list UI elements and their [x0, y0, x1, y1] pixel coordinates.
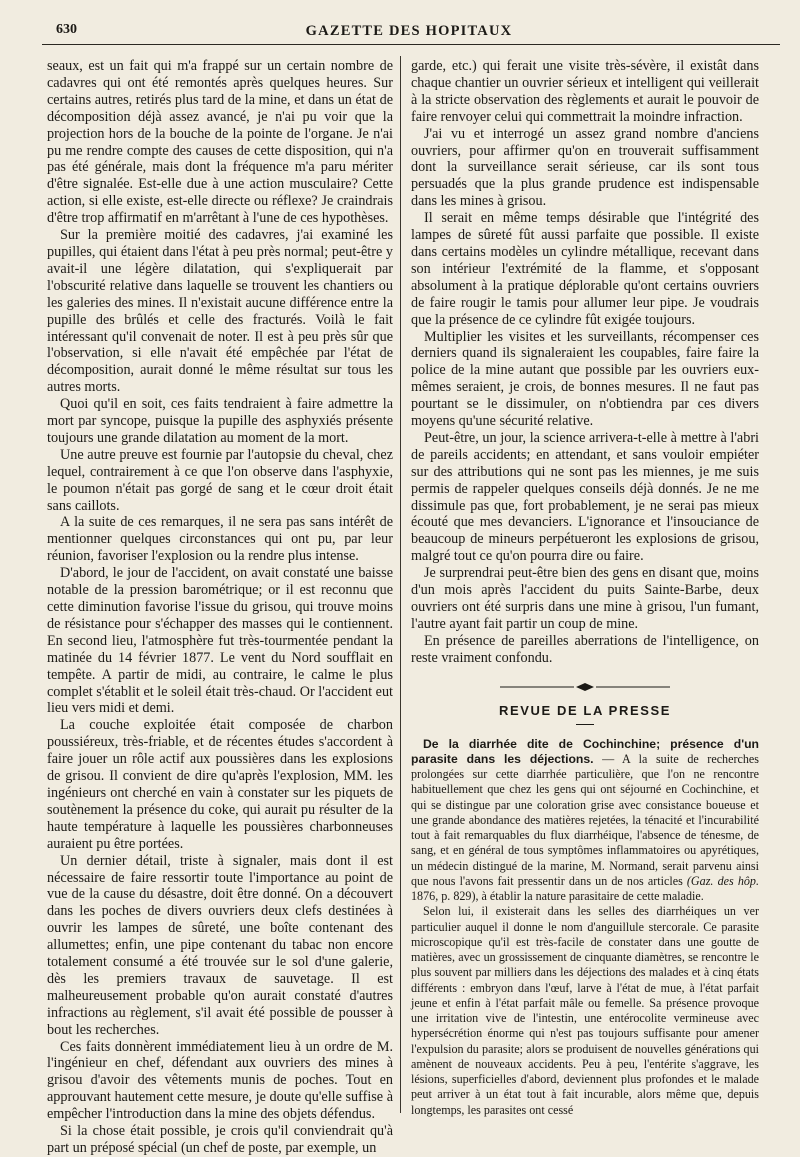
paragraph: garde, etc.) qui ferait une visite très-sévère, il existât dans chaque chantier un ouvrier sérieux et intelligent qui veillerait à la stricte observation des règlements et aurait le pouvoir de faire renvoyer celui qui commettrait la moindre infraction. [411, 58, 759, 125]
section-dash [576, 724, 594, 725]
article-text-end: 1876, p. 829), à établir la nature parasitaire de cette maladie. [411, 889, 704, 904]
paragraph: Quoi qu'il en soit, ces faits tendraient à faire admettre la mort par syncope, puisque la pupille des asphyxiés présente toujours une grande dilatation au moment de la mort. [47, 396, 393, 446]
right-column [411, 58, 759, 1118]
article-text: — A la suite de recherches prolongées sur cette diarrhée particulière, que l'on ne rencontre habituellement que chez les gens qui ont séjourné en Cochinchine, et qui se distingue par une coloration grise avec consistance boueuse et une grande abondance des matières rejetées, la ténacité et l'incurabilité tout à fait remarquables du flux diarrhéique, l'absence de ténesme, de sang, et en général de tous symptômes inflammatoires ou apyrétiques, un médecin distingué de la marine, M. Normand, serait parvenu ainsi que nous l'avons fait pressentir dans un de nos articles [411, 751, 759, 888]
paragraph: Si la chose était possible, je crois qu'il conviendrait qu'à part un préposé spécial (un chef de poste, par exemple, un [47, 1123, 393, 1156]
header-rule [42, 44, 780, 45]
article-heading: De la diarrhée dite de Cochinchine; présence d'un parasite dans les déjections. [411, 736, 759, 766]
page-number: 630 [56, 22, 77, 37]
paragraph: Une autre preuve est fournie par l'autopsie du cheval, chez lequel, contrairement à ce que l'on observe dans l'asphyxie, le poumon n'était pas gorgé de sang et le cœur droit était sans caillots. [47, 446, 393, 514]
paragraph: J'ai vu et interrogé un assez grand nombre d'anciens ouvriers, pour affirmer qu'on en trouverait suffisamment dont la surveillance serait sérieuse, car ils sont tous persuadés que la plus grande prudence est indispensable dans les mines à grisou. [411, 125, 759, 210]
section-title: REVUE DE LA PRESSE [498, 702, 672, 718]
column-divider [400, 56, 401, 1113]
paragraph: D'abord, le jour de l'accident, on avait constaté une baisse notable de la pression barométrique; or il est reconnu que cette diminution favorise l'issue du grisou, qui trouve moins de résistance pour s'échapper des masses qui le contiennent. En second lieu, l'atmosphère fut très-tourmentée pendant la matinée du 14 février 1877. Le vent du Nord soufflait en tempête. A partir de midi, au contraire, le calme le plus complet s'établit et le soleil était très-chaud. Or l'accident eut lieu vers midi et demi. [47, 565, 393, 717]
paragraph: A la suite de ces remarques, il ne sera pas sans intérêt de mentionner quelques circonstances qui ont pu, par leur réunion, favoriser l'explosion ou la rendre plus intense. [47, 514, 393, 565]
press-review-article [411, 737, 759, 1118]
citation: (Gaz. des hôp. [686, 873, 759, 888]
page-header [42, 20, 776, 42]
paragraph: Il serait en même temps désirable que l'intégrité des lampes de sûreté fût aussi parfaite que possible. Il existe dans certains modèles un cylindre métallique, recevant dans son intérieur l'extrémité de la flamme, et s'opposant absolument à la pratique déplorable qu'ont certains ouvriers de faire rougir le tamis pour allumer leur pipe. Je voudrais que la présence de ce cylindre fût exigée toujours. [411, 210, 759, 328]
article-paragraph [411, 737, 759, 905]
paragraph: Sur la première moitié des cadavres, j'ai examiné les pupilles, qui étaient dans l'état à peu près normal; peut-être y avait-il une légère dilatation, qui s'expliquerait par l'obscurité relative dans laquelle se trouvent les chantiers ou les galeries des mines. Il n'existait aucune différence entre la pupille des brûlés et celle des fracturés. Voilà le fait intéressant qu'il convenait de noter. Il est à peu près sûr que l'observation, si elle n'avait été empêchée par l'état de décomposition, aurait donné le même résultat sur tous les autres morts. [47, 227, 393, 396]
paragraph: En présence de pareilles aberrations de l'intelligence, on reste vraiment confondu. [411, 632, 759, 666]
paragraph: Peut-être, un jour, la science arrivera-t-elle à mettre à l'abri de pareils accidents; en attendant, et sans vouloir empiéter sur des attributions qui ne sont pas les miennes, je me suis permis de rappeler quelques conseils déjà donnés. Je ne me dissimule pas que, fort probablement, je ne serai pas mieux écouté que mes devanciers. L'ignorance et l'insouciance de beaucoup de mineurs perpétueront les explosions de grisou, malgré tout ce qu'on pourra dire ou faire. [411, 429, 759, 565]
paragraph: Ces faits donnèrent immédiatement lieu à un ordre de M. l'ingénieur en chef, défendant aux ouvriers des mines à grisou d'avoir des vêtements munis de poches. Tout en approuvant hautement cette mesure, je doute qu'elle suffise à empêcher l'introduction dans la mine des objets défendus. [47, 1038, 393, 1123]
paragraph: La couche exploitée était composée de charbon poussiéreux, très-friable, et de récentes études s'accordent à faire jouer un rôle actif aux poussières dans les explosions de grisou. Il convient de dire qu'après l'explosion, MM. les ingénieurs ont cherché en vain à constater sur les piquets de soutènement la présence du coke, qui aurait pu résulter de la haute température à laquelle les poussières charbonneuses auraient pu être portées. [47, 717, 393, 852]
paragraph: Multiplier les visites et les surveillants, récompenser ces derniers quand ils signaleraient les coupables, faire faire la police de la mine autant que possible par les ouvriers eux-mêmes seraient, je crois, de bonnes mesures. Il ne faut pas pourtant se le dissimuler, on n'obtiendra par ces divers moyens qu'une sécurité relative. [411, 328, 759, 430]
article-paragraph: Selon lui, il existerait dans les selles des diarrhéiques un ver particulier auquel il donne le nom d'anguillule stercorale. Ce parasite microscopique qu'il est très-facile de constater dans une goutte de matières, avec un grossissement de cinquante diamètres, se rencontre le plus souvent par milliers dans les déjections des malades et à cinq états différents : embryon dans l'œuf, larve à l'état de mue, à l'état parfait jeune et enfin à l'état parfait mâle ou femelle. Sa présence provoque une irritation vive de l'intestin, une entérocolite vermineuse avec hypersécrétion énorme qui n'est pas toujours suffisante pour amener l'expulsion du parasite; alors se produisent de nouvelles générations qui amènent de nouveaux accidents. Peu à peu, l'entérite s'aggrave, les lésions, superficielles d'abord, deviennent plus profondes et le malade peut arriver à un état tout à fait incurable, alors même que, depuis longtemps, les parasites ont cessé [411, 904, 759, 1117]
ornament-rule-icon [500, 682, 670, 692]
paragraph: Je surprendrai peut-être bien des gens en disant que, moins d'un mois après l'accident du puits Sainte-Barbe, deux ouvriers ont été surpris dans une mine à grisou, l'un fumant, l'autre ayant fait partir un coup de mine. [411, 565, 759, 632]
running-title: GAZETTE DES HOPITAUX [305, 22, 513, 39]
paragraph: seaux, est un fait qui m'a frappé sur un certain nombre de cadavres qui ont été remontés après quelques heures. Sur certains autres, retirés plus tard de la mine, et dans un état de décomposition déjà assez avancé, je n'ai pu voir que la projection hors de la bouche de la pointe de l'organe. Je n'ai pu me rendre compte des causes de cette disposition, qui n'a pas été générale, mais dont la fréquence m'a paru mériter d'être signalée. Est-elle due à une action musculaire? Cette action, si elle existe, est-elle directe ou réflexe? Je craindrais d'être trop affirmatif en m'arrêtant à l'une de ces hypothèses. [47, 58, 393, 227]
section-ornament [411, 677, 759, 697]
paragraph: Un dernier détail, triste à signaler, mais dont il est nécessaire de faire ressortir toute l'importance au point de vue de la cause du désastre, doit être donné. On a découvert dans les poches de divers ouvriers deux clefs destinées à ouvrir les lampes de sûreté, une boîte contenant des allumettes; enfin, une pipe contenant du tabac non encore totalement consumé a été trouvée sur le sol d'une galerie, dès les premiers travaux de sauvetage. Il est malheureusement probable qu'on aurait constaté d'autres infractions au règlement, s'il avait été possible de pousser à bout les recherches. [47, 852, 393, 1038]
left-column [47, 58, 393, 1157]
